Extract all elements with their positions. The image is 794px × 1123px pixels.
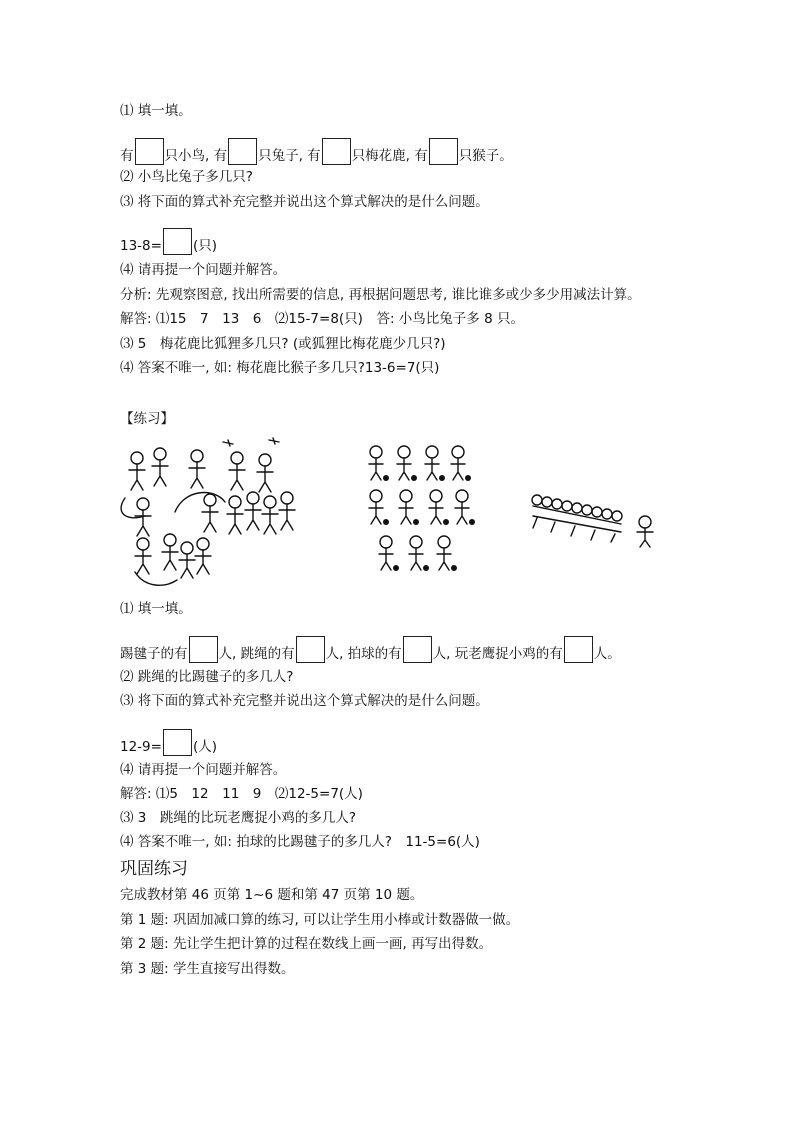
eagle-catches-chicks-illustration [525,484,665,548]
example-q4: ⑷ 请再提一个问题并解答。 [120,262,287,278]
equation-text: 13-8= [120,238,162,254]
children-bouncing-balls-illustration [360,440,480,574]
practice-q1: ⑴ 填一填。 [120,601,192,617]
practice-q4: ⑷ 请再提一个问题并解答。 [120,762,287,778]
answer-box[interactable] [429,138,458,165]
consolidate-line-3: 第 2 题: 先让学生把计算的过程在数线上画一画, 再写出得数。 [120,936,493,952]
fill-text: 有 [120,148,134,164]
answer-box[interactable] [189,636,218,663]
practice-q3: ⑶ 将下面的算式补充完整并说出这个算式解决的是什么问题。 [120,693,489,709]
answer-box[interactable] [296,636,325,663]
consolidate-line-4: 第 3 题: 学生直接写出得数。 [120,961,295,977]
fill-text: 人。 [593,646,621,662]
example-q1: ⑴ 填一填。 [120,103,192,119]
practice-equation [120,729,217,756]
equation-unit: (只) [192,238,217,254]
example-answer-1: 解答: ⑴15 7 13 6 ⑵15-7=8(只) 答: 小鸟比兔子多 8 只。 [120,311,524,327]
practice-q2: ⑵ 跳绳的比踢毽子的多几人? [120,669,294,685]
example-fill-line [120,138,513,165]
answer-box[interactable] [564,636,593,663]
example-q3: ⑶ 将下面的算式补充完整并说出这个算式解决的是什么问题。 [120,194,489,210]
practice-answer-2: ⑶ 3 跳绳的比玩老鹰捉小鸡的多几人? [120,810,357,826]
practice-answer-3: ⑷ 答案不唯一, 如: 拍球的比踢毽子的多几人? 11-5=6(人) [120,834,480,850]
answer-box[interactable] [403,636,432,663]
answer-box[interactable] [163,729,192,756]
fill-text: 人, 拍球的有 [325,646,402,662]
answer-box[interactable] [228,138,257,165]
fill-text: 人, 玩老鹰捉小鸡的有 [432,646,563,662]
fill-text: 人, 跳绳的有 [218,646,295,662]
answer-box[interactable] [322,138,351,165]
answer-box[interactable] [163,228,192,255]
fill-text: 只梅花鹿, 有 [351,148,428,164]
example-analysis: 分析: 先观察图意, 找出所需要的信息, 再根据问题思考, 谁比谁多或少多少用减法计算。 [120,287,641,303]
practice-title: 【练习】 [120,411,174,427]
fill-text: 只小鸟, 有 [164,148,228,164]
consolidate-line-1: 完成教材第 46 页第 1~6 题和第 47 页第 10 题。 [120,887,424,903]
practice-answer-1: 解答: ⑴5 12 11 9 ⑵12-5=7(人) [120,786,363,802]
fill-text: 踢毽子的有 [120,646,188,662]
example-answer-3: ⑷ 答案不唯一, 如: 梅花鹿比猴子多几只?13-6=7(只) [120,360,440,376]
practice-fill-line [120,636,621,663]
equation-unit: (人) [192,739,217,755]
fill-text: 只兔子, 有 [258,148,321,164]
example-q2: ⑵ 小鸟比兔子多几只? [120,169,253,185]
fill-text: 只猴子。 [458,148,513,164]
equation-text: 12-9= [120,739,162,755]
children-playing-illustration-left [115,432,315,590]
consolidate-line-2: 第 1 题: 巩固加减口算的练习, 可以让学生用小棒或计数器做一做。 [120,912,520,928]
example-answer-2: ⑶ 5 梅花鹿比狐狸多几只? (或狐狸比梅花鹿少几只?) [120,336,446,352]
example-equation [120,228,217,255]
answer-box[interactable] [135,138,164,165]
consolidate-title: 巩固练习 [120,859,188,879]
